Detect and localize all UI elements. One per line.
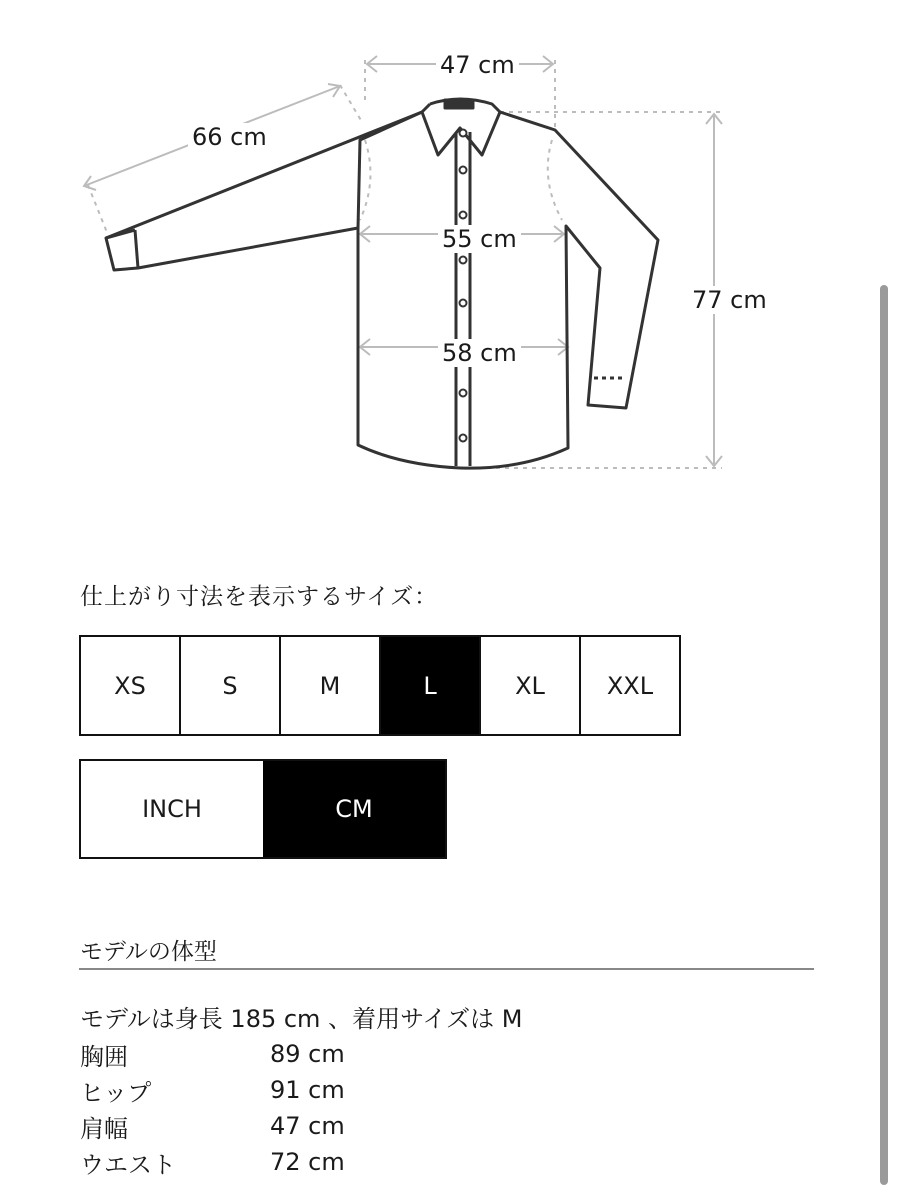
size-option-xl[interactable]: XL bbox=[481, 637, 581, 734]
model-measurements bbox=[80, 1036, 345, 1180]
measurement-label: ヒップ bbox=[80, 1078, 152, 1107]
size-option-m[interactable]: M bbox=[281, 637, 381, 734]
unit-option-inch[interactable]: INCH bbox=[142, 795, 202, 823]
size-option-s[interactable]: S bbox=[181, 637, 281, 734]
model-section-title: モデルの体型 bbox=[80, 939, 217, 965]
size-selector bbox=[79, 635, 681, 736]
measurement-label: 胸囲 bbox=[80, 1042, 128, 1071]
measurement-diagram bbox=[0, 0, 898, 520]
measurement-value: 89 cm bbox=[270, 1040, 345, 1068]
unit-selector bbox=[79, 759, 447, 859]
measurement-value: 72 cm bbox=[270, 1148, 345, 1176]
body-length-label: 77 cm bbox=[688, 286, 771, 314]
size-option-xs[interactable]: XS bbox=[81, 637, 181, 734]
chest-width-label: 55 cm bbox=[438, 225, 521, 253]
size-selector-heading: 仕上がり寸法を表示するサイズ： bbox=[80, 584, 439, 610]
measurement-row-shoulder bbox=[80, 1108, 345, 1144]
size-option-l[interactable]: L bbox=[381, 637, 481, 734]
measurement-value: 91 cm bbox=[270, 1076, 345, 1104]
shoulder-width-label: 47 cm bbox=[436, 51, 519, 79]
vertical-scrollbar[interactable] bbox=[880, 285, 888, 1185]
measurement-label: ウエスト bbox=[80, 1150, 176, 1179]
hem-width-label: 58 cm bbox=[438, 339, 521, 367]
measurement-value: 47 cm bbox=[270, 1112, 345, 1140]
measurement-row-hip bbox=[80, 1072, 345, 1108]
measurement-label: 肩幅 bbox=[80, 1114, 128, 1143]
measurement-row-waist bbox=[80, 1144, 345, 1180]
size-option-xxl[interactable]: XXL bbox=[606, 671, 654, 700]
sleeve-length-label: 66 cm bbox=[188, 123, 271, 151]
model-intro-text: モデルは身長 185 cm 、着用サイズは M bbox=[80, 1005, 523, 1033]
unit-option-cm[interactable]: CM bbox=[263, 761, 445, 857]
section-divider bbox=[79, 968, 814, 970]
measurement-row-chest bbox=[80, 1036, 345, 1072]
